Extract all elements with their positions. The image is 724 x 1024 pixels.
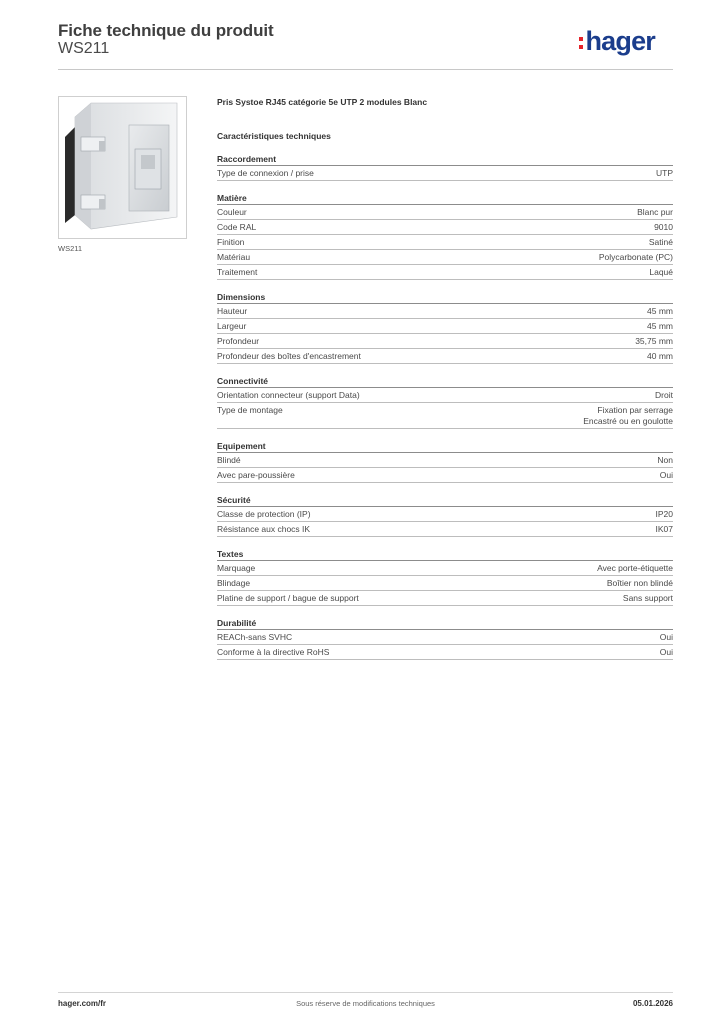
spec-value — [656, 168, 673, 179]
spec-row — [217, 403, 673, 429]
footer-disclaimer: Sous réserve de modifications techniques — [296, 999, 435, 1008]
spec-label: Code RAL — [217, 222, 257, 232]
spec-value — [660, 470, 673, 481]
spec-label: Couleur — [217, 207, 247, 217]
spec-value-line: IP20 — [655, 509, 673, 519]
spec-label: Conforme à la directive RoHS — [217, 647, 330, 657]
rj45-socket-illustration — [59, 97, 186, 238]
spec-row — [217, 220, 673, 235]
spec-label: Marquage — [217, 563, 256, 573]
spec-value — [647, 306, 673, 317]
spec-value-line: IK07 — [655, 524, 673, 534]
section-title: Dimensions — [217, 291, 673, 304]
spec-value-line: Laqué — [649, 267, 673, 277]
spec-value — [649, 237, 673, 248]
spec-section — [217, 440, 673, 483]
spec-value-line: Oui — [659, 632, 673, 642]
spec-label: Profondeur — [217, 336, 260, 346]
spec-value-line: 35,75 mm — [635, 336, 673, 346]
footer-date: 05.01.2026 — [632, 999, 673, 1008]
spec-value — [660, 632, 673, 643]
document-header — [58, 20, 673, 70]
spec-value — [599, 252, 673, 263]
footer-website-link[interactable]: hager.com/fr — [58, 999, 107, 1008]
spec-label: Largeur — [217, 321, 247, 331]
spec-label: Résistance aux chocs IK — [217, 524, 311, 534]
spec-value — [637, 207, 673, 218]
spec-label: Blindage — [217, 578, 251, 588]
spec-value — [635, 336, 673, 347]
section-title: Connectivité — [217, 375, 673, 388]
spec-row — [217, 468, 673, 483]
spec-value-line: Blanc pur — [637, 207, 673, 217]
section-title: Raccordement — [217, 153, 673, 166]
spec-value-line: 9010 — [654, 222, 673, 232]
spec-value-line: 40 mm — [647, 351, 673, 361]
spec-value-line: Oui — [659, 647, 673, 657]
product-image — [58, 96, 187, 239]
spec-row — [217, 166, 673, 181]
spec-value — [649, 267, 673, 278]
spec-value-line: Polycarbonate (PC) — [598, 252, 673, 262]
spec-label: Orientation connecteur (support Data) — [217, 390, 360, 400]
spec-row — [217, 507, 673, 522]
specification-content — [217, 96, 673, 660]
spec-row — [217, 304, 673, 319]
spec-label: Platine de support / bague de support — [217, 593, 359, 603]
spec-label: Classe de protection (IP) — [217, 509, 311, 519]
logo-wordmark: hager — [585, 26, 655, 56]
spec-value-line: Sans support — [622, 593, 673, 603]
spec-value-line: Droit — [655, 390, 673, 400]
spec-value-line: Non — [657, 455, 673, 465]
spec-row — [217, 576, 673, 591]
spec-label: Blindé — [217, 455, 241, 465]
spec-value-line: 45 mm — [647, 306, 673, 316]
spec-row — [217, 561, 673, 576]
section-title: Textes — [217, 548, 673, 561]
spec-row — [217, 235, 673, 250]
spec-row — [217, 645, 673, 660]
spec-row — [217, 630, 673, 645]
spec-row — [217, 265, 673, 280]
spec-value — [655, 390, 673, 401]
product-reference: WS211 — [58, 40, 110, 57]
spec-value-line: 45 mm — [647, 321, 673, 331]
spec-row — [217, 319, 673, 334]
spec-row — [217, 205, 673, 220]
spec-value — [647, 351, 673, 362]
document-title: Fiche technique du produit — [58, 21, 274, 40]
spec-value-line: UTP — [656, 168, 673, 178]
spec-row — [217, 250, 673, 265]
logo-mark-icon — [579, 37, 583, 49]
spec-row — [217, 453, 673, 468]
spec-label: Type de montage — [217, 405, 283, 415]
spec-label: Profondeur des boîtes d'encastrement — [217, 351, 361, 361]
spec-heading: Caractéristiques techniques — [217, 131, 331, 141]
spec-label: Type de connexion / prise — [217, 168, 314, 178]
spec-value-line: Avec porte-étiquette — [597, 563, 673, 573]
spec-row — [217, 388, 673, 403]
section-title: Matière — [217, 192, 673, 205]
spec-label: Traitement — [217, 267, 258, 277]
spec-row — [217, 591, 673, 606]
spec-value — [647, 321, 673, 332]
spec-section — [217, 192, 673, 280]
spec-value-line: Boîtier non blindé — [606, 578, 673, 588]
spec-value — [657, 455, 673, 466]
spec-row — [217, 334, 673, 349]
spec-label: Finition — [217, 237, 245, 247]
spec-value — [654, 222, 673, 233]
spec-label: REACh-sans SVHC — [217, 632, 293, 642]
spec-row — [217, 522, 673, 537]
image-caption: WS211 — [58, 244, 83, 253]
spec-sections — [217, 153, 673, 660]
spec-label: Avec pare-poussière — [217, 470, 295, 480]
spec-label: Matériau — [217, 252, 251, 262]
section-title: Equipement — [217, 440, 673, 453]
spec-value-line: Oui — [659, 470, 673, 480]
spec-value — [656, 524, 674, 535]
spec-label: Hauteur — [217, 306, 248, 316]
spec-section — [217, 548, 673, 606]
spec-value — [583, 405, 673, 427]
brand-logo — [579, 26, 655, 56]
spec-value — [623, 593, 673, 604]
spec-row — [217, 349, 673, 364]
spec-value — [607, 578, 673, 589]
section-title: Sécurité — [217, 494, 673, 507]
spec-value — [597, 563, 673, 574]
spec-section — [217, 375, 673, 429]
spec-section — [217, 494, 673, 537]
spec-section — [217, 617, 673, 660]
spec-value-line: Satiné — [648, 237, 673, 247]
product-name: Pris Systoe RJ45 catégorie 5e UTP 2 modules Blanc — [217, 97, 428, 107]
spec-value-line: Fixation par serrage — [597, 405, 673, 415]
spec-section — [217, 291, 673, 364]
section-title: Durabilité — [217, 617, 673, 630]
document-footer — [58, 992, 673, 1012]
spec-value — [656, 509, 674, 520]
spec-value — [660, 647, 673, 658]
spec-value-line: Encastré ou en goulotte — [583, 416, 673, 426]
spec-section — [217, 153, 673, 181]
